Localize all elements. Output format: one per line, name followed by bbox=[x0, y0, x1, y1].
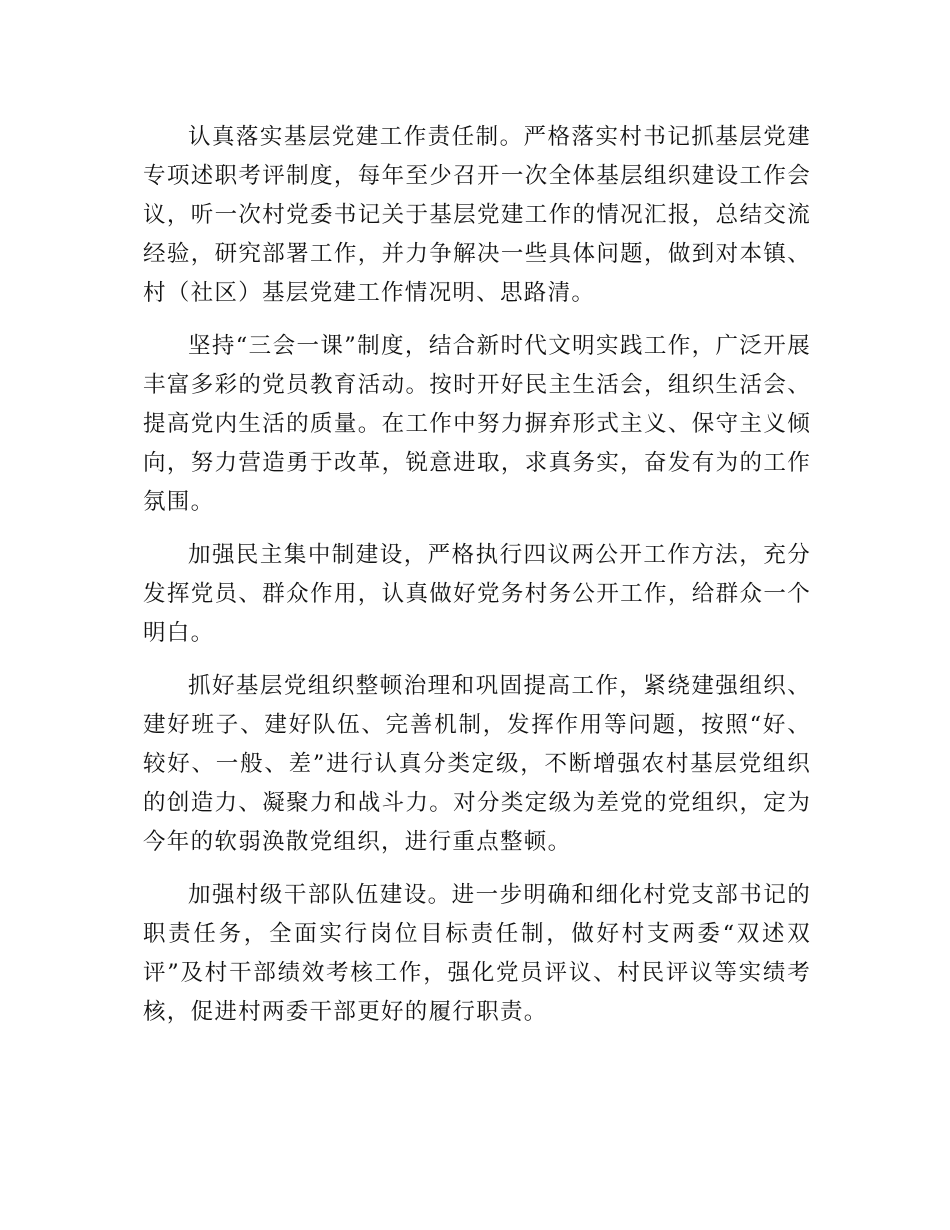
paragraph-democratic-centralism: 加强民主集中制建设，严格执行四议两公开工作方法，充分发挥党员、群众作用，认真做好党务村务公开工作，给群众一个明白。 bbox=[143, 542, 811, 646]
paragraph-three-meetings-one-lesson: 坚持“三会一课”制度，结合新时代文明实践工作，广泛开展丰富多彩的党员教育活动。按时开好民主生活会，组织生活会、提高党内生活的质量。在工作中努力摒弃形式主义、保守主义倾向，努力营造勇于改革，锐意进取，求真务实，奋发有为的工作氛围。 bbox=[143, 333, 811, 515]
paragraph-party-building-responsibility: 认真落实基层党建工作责任制。严格落实村书记抓基层党建专项述职考评制度，每年至少召开一次全体基层组织建设工作会议，听一次村党委书记关于基层党建工作的情况汇报，总结交流经验，研究部署工作，并力争解决一些具体问题，做到对本镇、村（社区）基层党建工作情况明、思路清。 bbox=[143, 124, 811, 306]
paragraph-organization-rectification: 抓好基层党组织整顿治理和巩固提高工作，紧绕建强组织、建好班子、建好队伍、完善机制，发挥作用等问题，按照“好、较好、一般、差”进行认真分类定级，不断增强农村基层党组织的创造力、凝聚力和战斗力。对分类定级为差党的党组织，定为今年的软弱涣散党组织，进行重点整顿。 bbox=[143, 673, 811, 855]
paragraph-cadre-team-building: 加强村级干部队伍建设。进一步明确和细化村党支部书记的职责任务，全面实行岗位目标责任制，做好村支两委“双述双评”及村干部绩效考核工作，强化党员评议、村民评议等实绩考核，促进村两委干部更好的履行职责。 bbox=[143, 882, 811, 1025]
document-body bbox=[143, 118, 811, 1046]
